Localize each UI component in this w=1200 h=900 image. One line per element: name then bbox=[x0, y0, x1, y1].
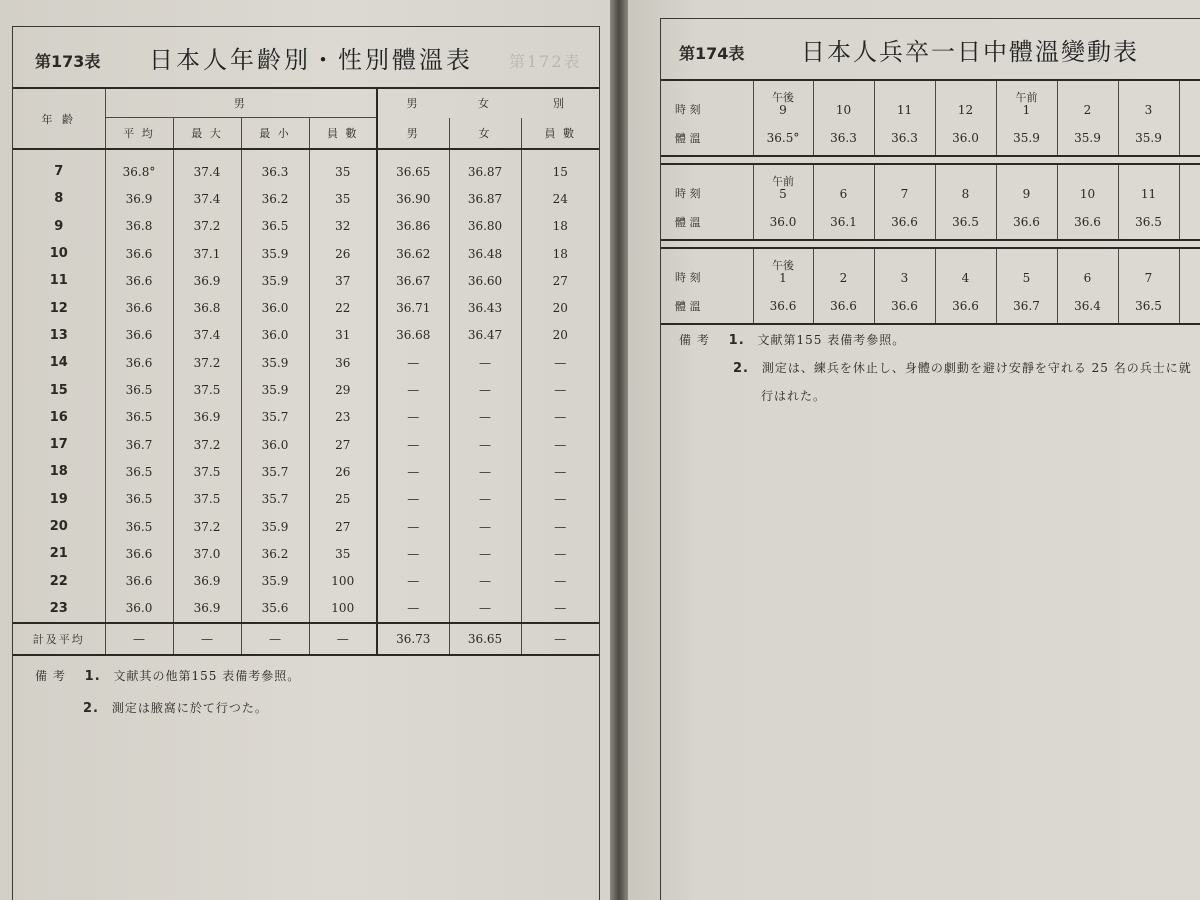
cell-f: — bbox=[449, 404, 521, 431]
notes-label-174: 備 考 bbox=[679, 333, 710, 347]
table-row bbox=[13, 322, 599, 349]
temp-cell: 36.3 bbox=[874, 121, 935, 156]
time-value: 5 bbox=[1022, 271, 1031, 285]
temp-cell: 36.1 bbox=[813, 205, 874, 240]
time-cell bbox=[996, 81, 1057, 121]
age-cell: 13 bbox=[49, 327, 68, 343]
header-male-group: 男 bbox=[105, 89, 377, 118]
temp-row bbox=[661, 121, 1200, 156]
table-row bbox=[13, 540, 599, 567]
cell-min: 35.7 bbox=[241, 458, 309, 485]
time-cell bbox=[813, 81, 874, 121]
table-174-number: 第174表 bbox=[679, 44, 745, 63]
cell-min: 35.9 bbox=[241, 567, 309, 594]
temp-cell: 36.6 bbox=[813, 289, 874, 324]
cell-avg: 36.6 bbox=[105, 540, 173, 567]
cell-max: 37.5 bbox=[173, 376, 241, 403]
cell-avg: 36.6 bbox=[105, 240, 173, 267]
cell-max: 37.4 bbox=[173, 149, 241, 185]
cell-n: 100 bbox=[309, 595, 377, 623]
time-value: 9 bbox=[779, 103, 787, 117]
age-cell: 8 bbox=[54, 191, 64, 207]
temp-cell: 36.5 bbox=[1118, 205, 1179, 240]
time-cell bbox=[874, 248, 935, 289]
cell-min: 35.9 bbox=[241, 267, 309, 294]
bleed-through-text: 第172表 bbox=[509, 52, 582, 71]
temp-cell: 35.9 bbox=[996, 121, 1057, 156]
time-value: 6 bbox=[839, 187, 848, 201]
cell-n: 22 bbox=[309, 294, 377, 321]
total-avg: — bbox=[105, 623, 173, 655]
total-max: — bbox=[173, 623, 241, 655]
note-174-1-text: 文献第155 表備考參照。 bbox=[757, 333, 906, 347]
header-female: 女 bbox=[449, 118, 521, 150]
table-row bbox=[13, 404, 599, 431]
cell-m: 36.67 bbox=[377, 267, 449, 294]
header-sex-count: 員 數 bbox=[521, 118, 599, 150]
cell-f: 36.80 bbox=[449, 213, 521, 240]
cell-sn: 20 bbox=[521, 322, 599, 349]
table-174-frame bbox=[660, 18, 1200, 900]
time-period: 午後 bbox=[772, 91, 794, 104]
temp-cell: 36.5 bbox=[1118, 289, 1179, 324]
temp-row bbox=[661, 289, 1200, 324]
time-label: 時 刻 bbox=[661, 248, 753, 289]
cell-m: — bbox=[377, 431, 449, 458]
time-value: 11 bbox=[896, 103, 913, 117]
header-male: 男 bbox=[377, 118, 449, 150]
cell-min: 35.9 bbox=[241, 513, 309, 540]
note-174-2-number: 2. bbox=[733, 361, 749, 376]
cell-f: — bbox=[449, 567, 521, 594]
cell-min: 36.2 bbox=[241, 540, 309, 567]
table-173-number: 第173表 bbox=[35, 52, 101, 71]
cell-max: 36.8 bbox=[173, 294, 241, 321]
time-row bbox=[661, 248, 1200, 289]
table-row bbox=[13, 240, 599, 267]
time-cell bbox=[1118, 164, 1179, 205]
age-cell: 23 bbox=[49, 600, 68, 616]
header-min: 最 小 bbox=[241, 118, 309, 150]
total-min: — bbox=[241, 623, 309, 655]
cell-min: 36.2 bbox=[241, 185, 309, 212]
cell-m: 36.86 bbox=[377, 213, 449, 240]
age-cell: 11 bbox=[49, 273, 68, 289]
time-cell bbox=[813, 164, 874, 205]
temp-cell: 35.9 bbox=[1118, 121, 1179, 156]
cell-max: 36.9 bbox=[173, 595, 241, 623]
cell-n: 35 bbox=[309, 185, 377, 212]
time-value: 12 bbox=[957, 103, 974, 117]
header-count: 員 數 bbox=[309, 118, 377, 150]
time-row bbox=[661, 81, 1200, 121]
time-value: 7 bbox=[900, 187, 909, 201]
cell-m: 36.90 bbox=[377, 185, 449, 212]
time-value: 11 bbox=[1140, 187, 1157, 201]
notes-label: 備 考 bbox=[35, 669, 66, 683]
cell-m: — bbox=[377, 458, 449, 485]
time-cell bbox=[996, 248, 1057, 289]
cell-m: 36.62 bbox=[377, 240, 449, 267]
temp-row bbox=[661, 205, 1200, 240]
cell-m: — bbox=[377, 567, 449, 594]
temp-cell: 36.4 bbox=[1057, 289, 1118, 324]
cell-f: — bbox=[449, 431, 521, 458]
cell-avg: 36.6 bbox=[105, 567, 173, 594]
cell-avg: 36.7 bbox=[105, 431, 173, 458]
cell-sn: — bbox=[521, 349, 599, 376]
time-value: 6 bbox=[1083, 271, 1092, 285]
cell-max: 36.9 bbox=[173, 267, 241, 294]
temp-cell: 36.5° bbox=[753, 121, 813, 156]
time-label: 時 刻 bbox=[675, 103, 701, 116]
cell-max: 37.2 bbox=[173, 349, 241, 376]
header-sex-male: 男 bbox=[377, 89, 449, 118]
cell-sn: 18 bbox=[521, 213, 599, 240]
time-cell bbox=[935, 81, 996, 121]
cell-sn: — bbox=[521, 540, 599, 567]
cell-min: 35.7 bbox=[241, 404, 309, 431]
temp-cell: 35.9 bbox=[1057, 121, 1118, 156]
cell-avg: 36.0 bbox=[105, 595, 173, 623]
table-174-title: 日本人兵卒一日中體溫變動表 bbox=[801, 38, 1139, 66]
total-count: — bbox=[309, 623, 377, 655]
time-value: 10 bbox=[1079, 187, 1096, 201]
note-174-1-number: 1. bbox=[728, 333, 745, 348]
time-cell bbox=[753, 81, 813, 121]
cell-m: — bbox=[377, 376, 449, 403]
cell-max: 37.4 bbox=[173, 322, 241, 349]
cell-sn: — bbox=[521, 376, 599, 403]
age-cell: 12 bbox=[49, 300, 68, 316]
age-cell: 15 bbox=[49, 382, 68, 398]
time-cell bbox=[813, 248, 874, 289]
cell-n: 35 bbox=[309, 540, 377, 567]
table-173-frame bbox=[12, 26, 600, 900]
cell-m: — bbox=[377, 595, 449, 623]
temp-label: 體 溫 bbox=[661, 205, 753, 240]
total-female: 36.65 bbox=[449, 623, 521, 655]
time-cell bbox=[1057, 164, 1118, 205]
time-row bbox=[661, 164, 1200, 205]
cell-min: 36.5 bbox=[241, 213, 309, 240]
cell-avg: 36.6 bbox=[105, 294, 173, 321]
temp-cell: 36.0 bbox=[935, 121, 996, 156]
cell-n: 32 bbox=[309, 213, 377, 240]
cell-f: 36.43 bbox=[449, 294, 521, 321]
total-sex-count: — bbox=[521, 623, 599, 655]
cell-max: 36.9 bbox=[173, 404, 241, 431]
cell-n: 29 bbox=[309, 376, 377, 403]
time-value: 3 bbox=[1144, 103, 1153, 117]
cell-n: 35 bbox=[309, 149, 377, 185]
cell-max: 37.5 bbox=[173, 458, 241, 485]
table-row bbox=[13, 349, 599, 376]
age-cell: 20 bbox=[49, 519, 68, 534]
cell-n: 26 bbox=[309, 458, 377, 485]
table-173-title: 日本人年齡別・性別體溫表 bbox=[149, 46, 473, 74]
cell-avg: 36.5 bbox=[105, 486, 173, 513]
cell-min: 36.0 bbox=[241, 294, 309, 321]
temp-cell: 36.6 bbox=[874, 205, 935, 240]
temp-cell: 36.6 bbox=[753, 289, 813, 324]
table-row bbox=[13, 595, 599, 623]
table-173 bbox=[13, 89, 599, 656]
header-age: 年 齡 bbox=[13, 89, 105, 149]
cell-avg: 36.5 bbox=[105, 458, 173, 485]
total-label: 計及平均 bbox=[13, 623, 105, 655]
table-row bbox=[13, 149, 599, 185]
table-174 bbox=[661, 81, 1200, 331]
age-cell: 7 bbox=[54, 164, 64, 180]
cell-min: 36.0 bbox=[241, 322, 309, 349]
cell-n: 25 bbox=[309, 486, 377, 513]
cell-avg: 36.5 bbox=[105, 376, 173, 403]
temp-label: 體 溫 bbox=[661, 289, 753, 324]
time-cell bbox=[753, 248, 813, 289]
cell-max: 37.5 bbox=[173, 486, 241, 513]
age-cell: 10 bbox=[49, 246, 68, 262]
note-174-2-continuation: 行はれた。 bbox=[761, 389, 827, 403]
time-value: 3 bbox=[900, 271, 909, 285]
cell-min: 36.0 bbox=[241, 431, 309, 458]
time-label: 時 刻 bbox=[661, 164, 753, 205]
cell-avg: 36.8 bbox=[105, 213, 173, 240]
note-2-number: 2. bbox=[83, 701, 99, 716]
table-173-body bbox=[13, 149, 599, 623]
table-row bbox=[13, 513, 599, 540]
cell-sn: — bbox=[521, 458, 599, 485]
table-row bbox=[13, 267, 599, 294]
cell-avg: 36.5 bbox=[105, 404, 173, 431]
temp-cell: 36.0 bbox=[753, 205, 813, 240]
cell-avg: 36.8° bbox=[105, 149, 173, 185]
time-period: 午後 bbox=[772, 259, 794, 272]
cell-sn: — bbox=[521, 404, 599, 431]
table-row bbox=[13, 213, 599, 240]
cell-avg: 36.6 bbox=[105, 322, 173, 349]
cell-sn: — bbox=[521, 567, 599, 594]
cell-f: — bbox=[449, 513, 521, 540]
cell-n: 37 bbox=[309, 267, 377, 294]
cell-max: 36.9 bbox=[173, 567, 241, 594]
time-cell bbox=[935, 164, 996, 205]
cell-f: 36.87 bbox=[449, 185, 521, 212]
time-value: 2 bbox=[1083, 103, 1092, 117]
time-cell bbox=[1057, 248, 1118, 289]
time-cell bbox=[874, 81, 935, 121]
cell-n: 27 bbox=[309, 431, 377, 458]
note-1-text: 文献其の他第155 表備考參照。 bbox=[113, 669, 301, 683]
temp-cell: 36.5 bbox=[935, 205, 996, 240]
time-cell bbox=[1057, 81, 1118, 121]
table-row bbox=[13, 376, 599, 403]
cell-m: — bbox=[377, 540, 449, 567]
age-cell: 14 bbox=[49, 355, 68, 371]
cell-max: 37.2 bbox=[173, 513, 241, 540]
cell-m: — bbox=[377, 349, 449, 376]
cell-f: — bbox=[449, 486, 521, 513]
overflow-cell bbox=[1179, 81, 1200, 121]
cell-max: 37.1 bbox=[173, 240, 241, 267]
cell-avg: 36.5 bbox=[105, 513, 173, 540]
time-value: 8 bbox=[961, 187, 970, 201]
overflow-cell bbox=[1179, 121, 1200, 156]
cell-max: 37.2 bbox=[173, 213, 241, 240]
cell-f: — bbox=[449, 349, 521, 376]
cell-n: 31 bbox=[309, 322, 377, 349]
cell-min: 35.7 bbox=[241, 486, 309, 513]
cell-min: 36.3 bbox=[241, 149, 309, 185]
table-row bbox=[13, 431, 599, 458]
cell-min: 35.9 bbox=[241, 240, 309, 267]
overflow-cell bbox=[1179, 289, 1200, 324]
table-row bbox=[13, 567, 599, 594]
time-cell bbox=[753, 164, 813, 205]
time-value: 1 bbox=[1022, 103, 1031, 117]
cell-n: 100 bbox=[309, 567, 377, 594]
cell-f: — bbox=[449, 458, 521, 485]
cell-avg: 36.6 bbox=[105, 349, 173, 376]
right-page bbox=[628, 0, 1200, 900]
cell-n: 23 bbox=[309, 404, 377, 431]
note-2-text: 測定は腋窩に於て行つた。 bbox=[111, 701, 268, 715]
cell-max: 37.4 bbox=[173, 185, 241, 212]
cell-f: 36.48 bbox=[449, 240, 521, 267]
cell-min: 35.6 bbox=[241, 595, 309, 623]
cell-n: 36 bbox=[309, 349, 377, 376]
age-cell: 17 bbox=[49, 437, 68, 453]
temp-cell: 36.6 bbox=[996, 205, 1057, 240]
time-cell bbox=[935, 248, 996, 289]
cell-avg: 36.6 bbox=[105, 267, 173, 294]
header-avg: 平 均 bbox=[105, 118, 173, 150]
age-cell: 18 bbox=[49, 464, 68, 480]
temp-cell: 36.6 bbox=[1057, 205, 1118, 240]
time-period: 午前 bbox=[772, 175, 794, 188]
age-cell: 9 bbox=[54, 218, 64, 234]
temp-cell: 36.3 bbox=[813, 121, 874, 156]
cell-sn: 15 bbox=[521, 149, 599, 185]
time-value: 2 bbox=[839, 271, 848, 285]
cell-m: — bbox=[377, 486, 449, 513]
time-cell bbox=[996, 164, 1057, 205]
cell-f: 36.47 bbox=[449, 322, 521, 349]
cell-avg: 36.9 bbox=[105, 185, 173, 212]
note-174-2-text: 測定は、練兵を休止し、身體の劇動を避け安靜を守れる 25 名の兵士に就 bbox=[761, 361, 1192, 375]
overflow-cell bbox=[1179, 164, 1200, 205]
cell-f: 36.87 bbox=[449, 149, 521, 185]
cell-min: 35.9 bbox=[241, 376, 309, 403]
cell-m: 36.71 bbox=[377, 294, 449, 321]
time-value: 4 bbox=[961, 271, 970, 285]
cell-f: — bbox=[449, 376, 521, 403]
table-174-body bbox=[661, 81, 1200, 331]
age-cell: 22 bbox=[49, 573, 68, 589]
overflow-cell bbox=[1179, 248, 1200, 289]
time-value: 5 bbox=[779, 187, 787, 201]
cell-sn: 18 bbox=[521, 240, 599, 267]
total-male: 36.73 bbox=[377, 623, 449, 655]
table-row bbox=[13, 185, 599, 212]
table-row bbox=[13, 294, 599, 321]
book-gutter bbox=[610, 0, 628, 900]
temp-cell: 36.7 bbox=[996, 289, 1057, 324]
time-period: 午前 bbox=[1015, 91, 1038, 104]
note-1-number: 1. bbox=[84, 669, 101, 684]
cell-sn: — bbox=[521, 431, 599, 458]
cell-m: 36.68 bbox=[377, 322, 449, 349]
cell-f: — bbox=[449, 595, 521, 623]
cell-sn: — bbox=[521, 486, 599, 513]
time-value: 10 bbox=[835, 103, 852, 117]
header-max: 最 大 bbox=[173, 118, 241, 150]
overflow-cell bbox=[1179, 205, 1200, 240]
header-sex-other: 別 bbox=[553, 97, 567, 111]
time-cell bbox=[874, 164, 935, 205]
temp-cell: 36.6 bbox=[935, 289, 996, 324]
cell-m: — bbox=[377, 404, 449, 431]
cell-sn: 20 bbox=[521, 294, 599, 321]
time-value: 7 bbox=[1144, 271, 1153, 285]
cell-sn: 24 bbox=[521, 185, 599, 212]
cell-sn: — bbox=[521, 513, 599, 540]
table-173-title-row bbox=[13, 27, 599, 89]
cell-n: 27 bbox=[309, 513, 377, 540]
temp-label: 體 溫 bbox=[661, 121, 753, 156]
time-cell bbox=[1118, 81, 1179, 121]
time-value: 9 bbox=[1022, 187, 1031, 201]
table-174-title-row bbox=[661, 19, 1200, 81]
cell-f: 36.60 bbox=[449, 267, 521, 294]
cell-max: 37.0 bbox=[173, 540, 241, 567]
cell-max: 37.2 bbox=[173, 431, 241, 458]
age-cell: 19 bbox=[49, 491, 68, 507]
cell-m: 36.65 bbox=[377, 149, 449, 185]
header-sex-female: 女 bbox=[478, 97, 492, 111]
time-cell bbox=[1118, 248, 1179, 289]
cell-n: 26 bbox=[309, 240, 377, 267]
cell-sn: 27 bbox=[521, 267, 599, 294]
temp-cell: 36.6 bbox=[874, 289, 935, 324]
table-row bbox=[13, 486, 599, 513]
cell-m: — bbox=[377, 513, 449, 540]
cell-min: 35.9 bbox=[241, 349, 309, 376]
cell-f: — bbox=[449, 540, 521, 567]
age-cell: 16 bbox=[49, 409, 68, 425]
age-cell: 21 bbox=[49, 546, 68, 562]
table-row bbox=[13, 458, 599, 485]
cell-sn: — bbox=[521, 595, 599, 623]
time-value: 1 bbox=[779, 271, 787, 285]
